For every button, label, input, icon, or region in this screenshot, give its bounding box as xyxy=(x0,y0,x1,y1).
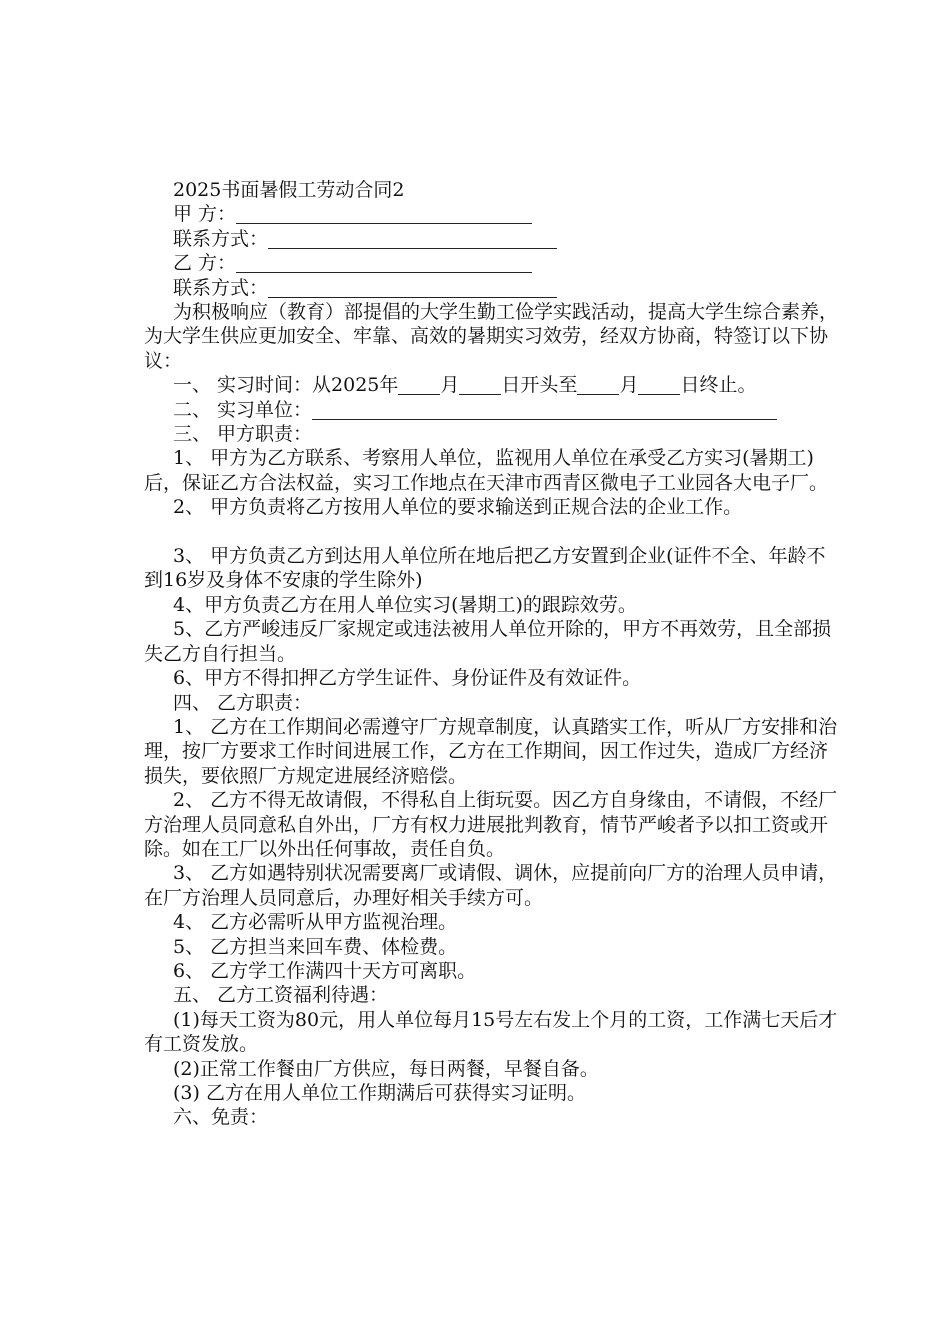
party-b-duty-3: 3、 乙方如遇特别状况需要离厂或请假、调休，应提前向厂方的治理人员申请，在厂方治理人员同意后，办理好相关手续方可。 xyxy=(144,862,838,909)
month-end-blank xyxy=(577,375,619,395)
month-label: 月 xyxy=(440,374,460,397)
party-a-duty-5: 5、乙方严峻违反厂家规定或违法被用人单位开除的，甲方不再效劳，且全部损失乙方自行担当。 xyxy=(144,618,832,665)
wage-item-2: (2)正常工作餐由厂方供应，每日两餐，早餐自备。 xyxy=(173,1057,599,1080)
day-start-label: 日开头至 xyxy=(501,374,578,397)
internship-unit-blank xyxy=(312,400,777,420)
wage-item-1: (1)每天工资为80元，用人单位每月15号左右发上个月的工资，工作满七天后才有工资发放。 xyxy=(144,1008,838,1056)
document-title: 2025书面暑假工劳动合同2 xyxy=(173,179,405,201)
section-1-label: 一、 实习时间：从2025年 xyxy=(173,374,399,397)
section-6-heading: 六、免责： xyxy=(173,1106,269,1129)
party-a-contact-blank xyxy=(268,229,557,249)
party-b-blank xyxy=(236,253,532,273)
party-a-label: 甲 方： xyxy=(173,203,237,226)
party-b-duty-1: 1、 乙方在工作期间必需遵守厂方规章制度，认真踏实工作，听从厂方安排和治理，按厂方要求工作时间进展工作，乙方在工作期间，因工作过失，造成厂方经济损失，要依照厂方规定进展经济赔偿。 xyxy=(144,715,838,787)
party-a-duty-1: 1、 甲方为乙方联系、考察用人单位，监视用人单位在承受乙方实习(暑期工)后，保证乙方合法权益，实习工作地点在天津市西青区微电子工业园各大电子厂。 xyxy=(144,447,829,494)
party-b-duty-2: 2、 乙方不得无故请假，不得私自上街玩耍。因乙方自身缘由，不请假，不经厂方治理人员同意私自外出，厂方有权力进展批判教育，情节严峻者予以扣工资或开除。如在工厂以外出任何事故，责任自负。 xyxy=(144,789,838,860)
day-end-label: 日终止。 xyxy=(680,374,757,397)
day-end-blank xyxy=(638,375,680,395)
party-a-duty-6: 6、甲方不得扣押乙方学生证件、身份证件及有效证件。 xyxy=(173,667,642,690)
party-a-blank xyxy=(236,204,532,224)
party-b-label: 乙 方： xyxy=(173,252,237,275)
party-a-duty-2: 2、 甲方负责将乙方按用人单位的要求输送到正规合法的企业工作。 xyxy=(173,496,743,519)
section-2-line xyxy=(144,398,844,422)
contract-body xyxy=(144,178,844,1130)
wage-item-3: (3) 乙方在用人单位工作期满后可获得实习证明。 xyxy=(173,1082,586,1105)
month-start-blank xyxy=(398,375,440,395)
party-a-line xyxy=(144,202,844,226)
party-b-line xyxy=(144,251,844,275)
day-start-blank xyxy=(459,375,501,395)
party-b-contact-blank xyxy=(268,278,557,298)
party-b-duty-4: 4、 乙方必需听从甲方监视治理。 xyxy=(173,911,458,934)
party-b-contact-line xyxy=(144,276,844,300)
party-a-contact-line xyxy=(144,227,844,251)
party-a-duty-4: 4、甲方负责乙方在用人单位实习(暑期工)的跟踪效劳。 xyxy=(173,593,637,616)
party-b-duty-5: 5、 乙方担当来回车费、体检费。 xyxy=(173,935,458,958)
month-label-2: 月 xyxy=(619,374,639,397)
party-b-duty-6: 6、 乙方学工作满四十天方可离职。 xyxy=(173,959,477,982)
party-a-contact-label: 联系方式： xyxy=(173,227,269,250)
section-5-heading: 五、 乙方工资福利待遇： xyxy=(173,984,389,1007)
section-1-line xyxy=(144,373,844,397)
blank-line xyxy=(144,520,844,544)
party-b-contact-label: 联系方式： xyxy=(173,276,269,299)
intro-paragraph: 为积极响应（教育）部提倡的大学生勤工俭学实践活动，提高大学生综合素养，为大学生供应更加安全、牢靠、高效的暑期实习效劳，经双方协商，特签订以下协议： xyxy=(144,301,839,372)
party-a-duty-3: 3、 甲方负责乙方到达用人单位所在地后把乙方安置到企业(证件不全、年龄不到16岁及身体不安康的学生除外) xyxy=(144,545,826,592)
section-3-heading: 三、 甲方职责： xyxy=(173,423,313,446)
section-2-label: 二、 实习单位： xyxy=(173,398,313,421)
section-4-heading: 四、 乙方职责： xyxy=(173,691,313,714)
